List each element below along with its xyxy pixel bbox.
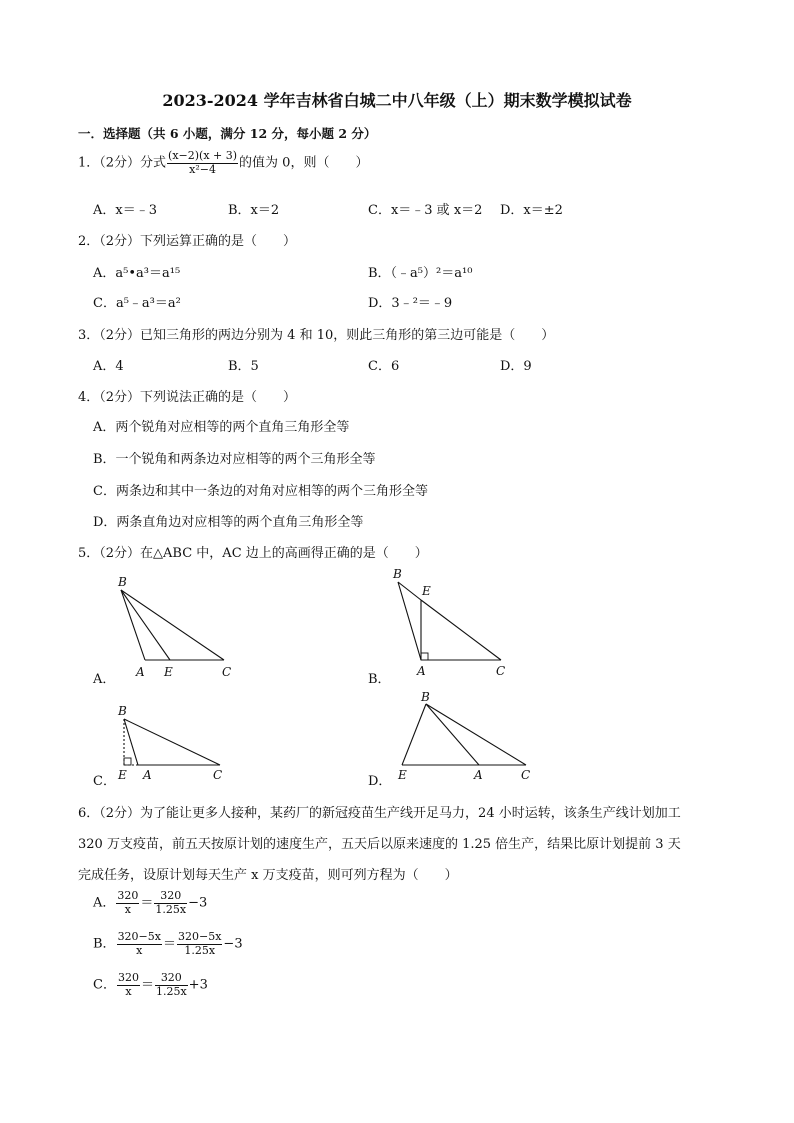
q5b-label-a: A [417,664,426,678]
q5-option-b[interactable]: B． [368,672,391,687]
q5c-label-e: E [118,768,127,782]
q6c-d2: 1.25x [155,984,187,998]
q2-option-c[interactable]: C．a⁵﹣a³＝a² [93,296,181,311]
q5-figure-b [385,566,525,681]
q1-prefix: 1．（2分）分式 [78,155,167,171]
q1-numerator: (x−2)(x + 3) [168,149,238,162]
q2-option-d[interactable]: D．3﹣²＝﹣9 [368,296,453,311]
q6b-n2: 320−5x [178,930,222,943]
q6b-d1: x [136,943,143,957]
q6a-n1: 320 [117,889,139,902]
q5b-label-b: B [393,567,402,581]
q2-option-b[interactable]: B．（﹣a⁵）²＝a¹⁰ [368,266,473,281]
q5c-label-b: B [118,704,127,718]
q6c-label: C． [93,977,116,993]
q4-option-c[interactable]: C．两条边和其中一条边的对角对应相等的两个三角形全等 [93,484,428,499]
q5b-label-e: E [422,584,431,598]
q6a-equals: ＝ [140,895,154,911]
q5-option-c[interactable]: C． [93,774,116,789]
question-6-line-3: 完成任务，设原计划每天生产 x 万支疫苗，则可列方程为（ ） [78,868,458,883]
q5a-label-e: E [164,665,173,679]
q6a-d1: x [124,902,131,916]
q6b-left-fraction [117,931,162,957]
q1-option-a[interactable]: A．x＝﹣3 [93,203,157,218]
q5-figure-c [110,700,240,785]
q5a-label-a: A [136,665,145,679]
q5d-label-a: A [474,768,483,782]
q6b-tail: −3 [223,936,243,952]
q3-option-b[interactable]: B．5 [228,359,259,374]
q6a-n2: 320 [154,890,187,904]
q6b-n1: 320−5x [117,930,161,943]
q6c-left-fraction [117,972,140,998]
q3-option-d[interactable]: D．9 [500,359,532,374]
q5-option-a[interactable]: A． [93,672,116,687]
question-5-stem: 5．（2分）在△ABC 中，AC 边上的高画得正确的是（ ） [78,546,428,561]
q6c-right-fraction [155,972,188,998]
q6-option-b[interactable] [93,931,243,957]
q5a-label-c: C [222,665,232,679]
q5c-label-a: A [143,768,152,782]
q4-option-d[interactable]: D．两条直角边对应相等的两个直角三角形全等 [93,515,364,530]
question-3-stem: 3．（2分）已知三角形的两边分别为 4 和 10，则此三角形的第三边可能是（ ） [78,328,555,343]
question-6-line-2: 320 万支疫苗，前五天按原计划的速度生产，五天后以原来速度的 1.25 倍生产，结果比原计划提前 3 天 [78,837,681,852]
q1-suffix: 的值为 0，则（ ） [239,155,369,171]
q6a-d2: 1.25x [155,902,187,916]
q4-option-b[interactable]: B．一个锐角和两条边对应相等的两个三角形全等 [93,452,376,467]
q5d-label-b: B [421,690,430,704]
q6a-right-fraction [154,890,187,916]
question-6-line-1: 6．（2分）为了能让更多人接种，某药厂的新冠疫苗生产线开足马力，24 小时运转，该条生产线计划加工 [78,806,681,821]
q6-option-a[interactable] [93,890,207,916]
q1-option-c[interactable]: C．x＝﹣3 或 x＝2 [368,203,483,218]
question-1-stem [78,150,368,176]
q6c-equals: ＝ [140,977,154,993]
q1-option-b[interactable]: B．x＝2 [228,203,280,218]
q6a-label: A． [93,895,116,911]
section-heading: 一．选择题（共 6 小题，满分 12 分，每小题 2 分） [78,126,377,141]
q4-option-a[interactable]: A．两个锐角对应相等的两个直角三角形全等 [93,420,350,435]
q2-option-a[interactable]: A．a⁵•a³＝a¹⁵ [93,266,181,281]
q6c-tail: +3 [188,977,208,993]
q6b-equals: ＝ [162,936,176,952]
page-title: 2023-2024 学年吉林省白城二中八年级（上）期末数学模拟试卷 [162,91,632,110]
q6c-d1: x [125,984,132,998]
q6a-tail: −3 [188,895,208,911]
q6b-d2: 1.25x [184,943,216,957]
q6b-label: B． [93,936,116,952]
q6-option-c[interactable] [93,972,208,998]
q5-figure-d [390,690,540,785]
q6b-right-fraction [177,931,222,957]
q6c-n1: 320 [117,971,139,984]
q5c-label-c: C [213,768,223,782]
question-4-stem: 4．（2分）下列说法正确的是（ ） [78,390,297,405]
q5-option-d[interactable]: D． [368,774,392,789]
q5a-label-b: B [118,575,127,589]
q1-denominator: x²−4 [189,162,216,176]
question-2-stem: 2．（2分）下列运算正确的是（ ） [78,234,297,249]
q1-fraction [167,150,238,176]
q5b-label-c: C [496,664,506,678]
q5d-label-c: C [521,768,531,782]
q6a-left-fraction [116,890,139,916]
q5d-label-e: E [398,768,407,782]
q1-option-d[interactable]: D．x＝±2 [500,203,563,218]
q5-figure-a [110,572,250,682]
q3-option-c[interactable]: C．6 [368,359,400,374]
q3-option-a[interactable]: A．4 [93,359,124,374]
q6c-n2: 320 [155,972,188,986]
